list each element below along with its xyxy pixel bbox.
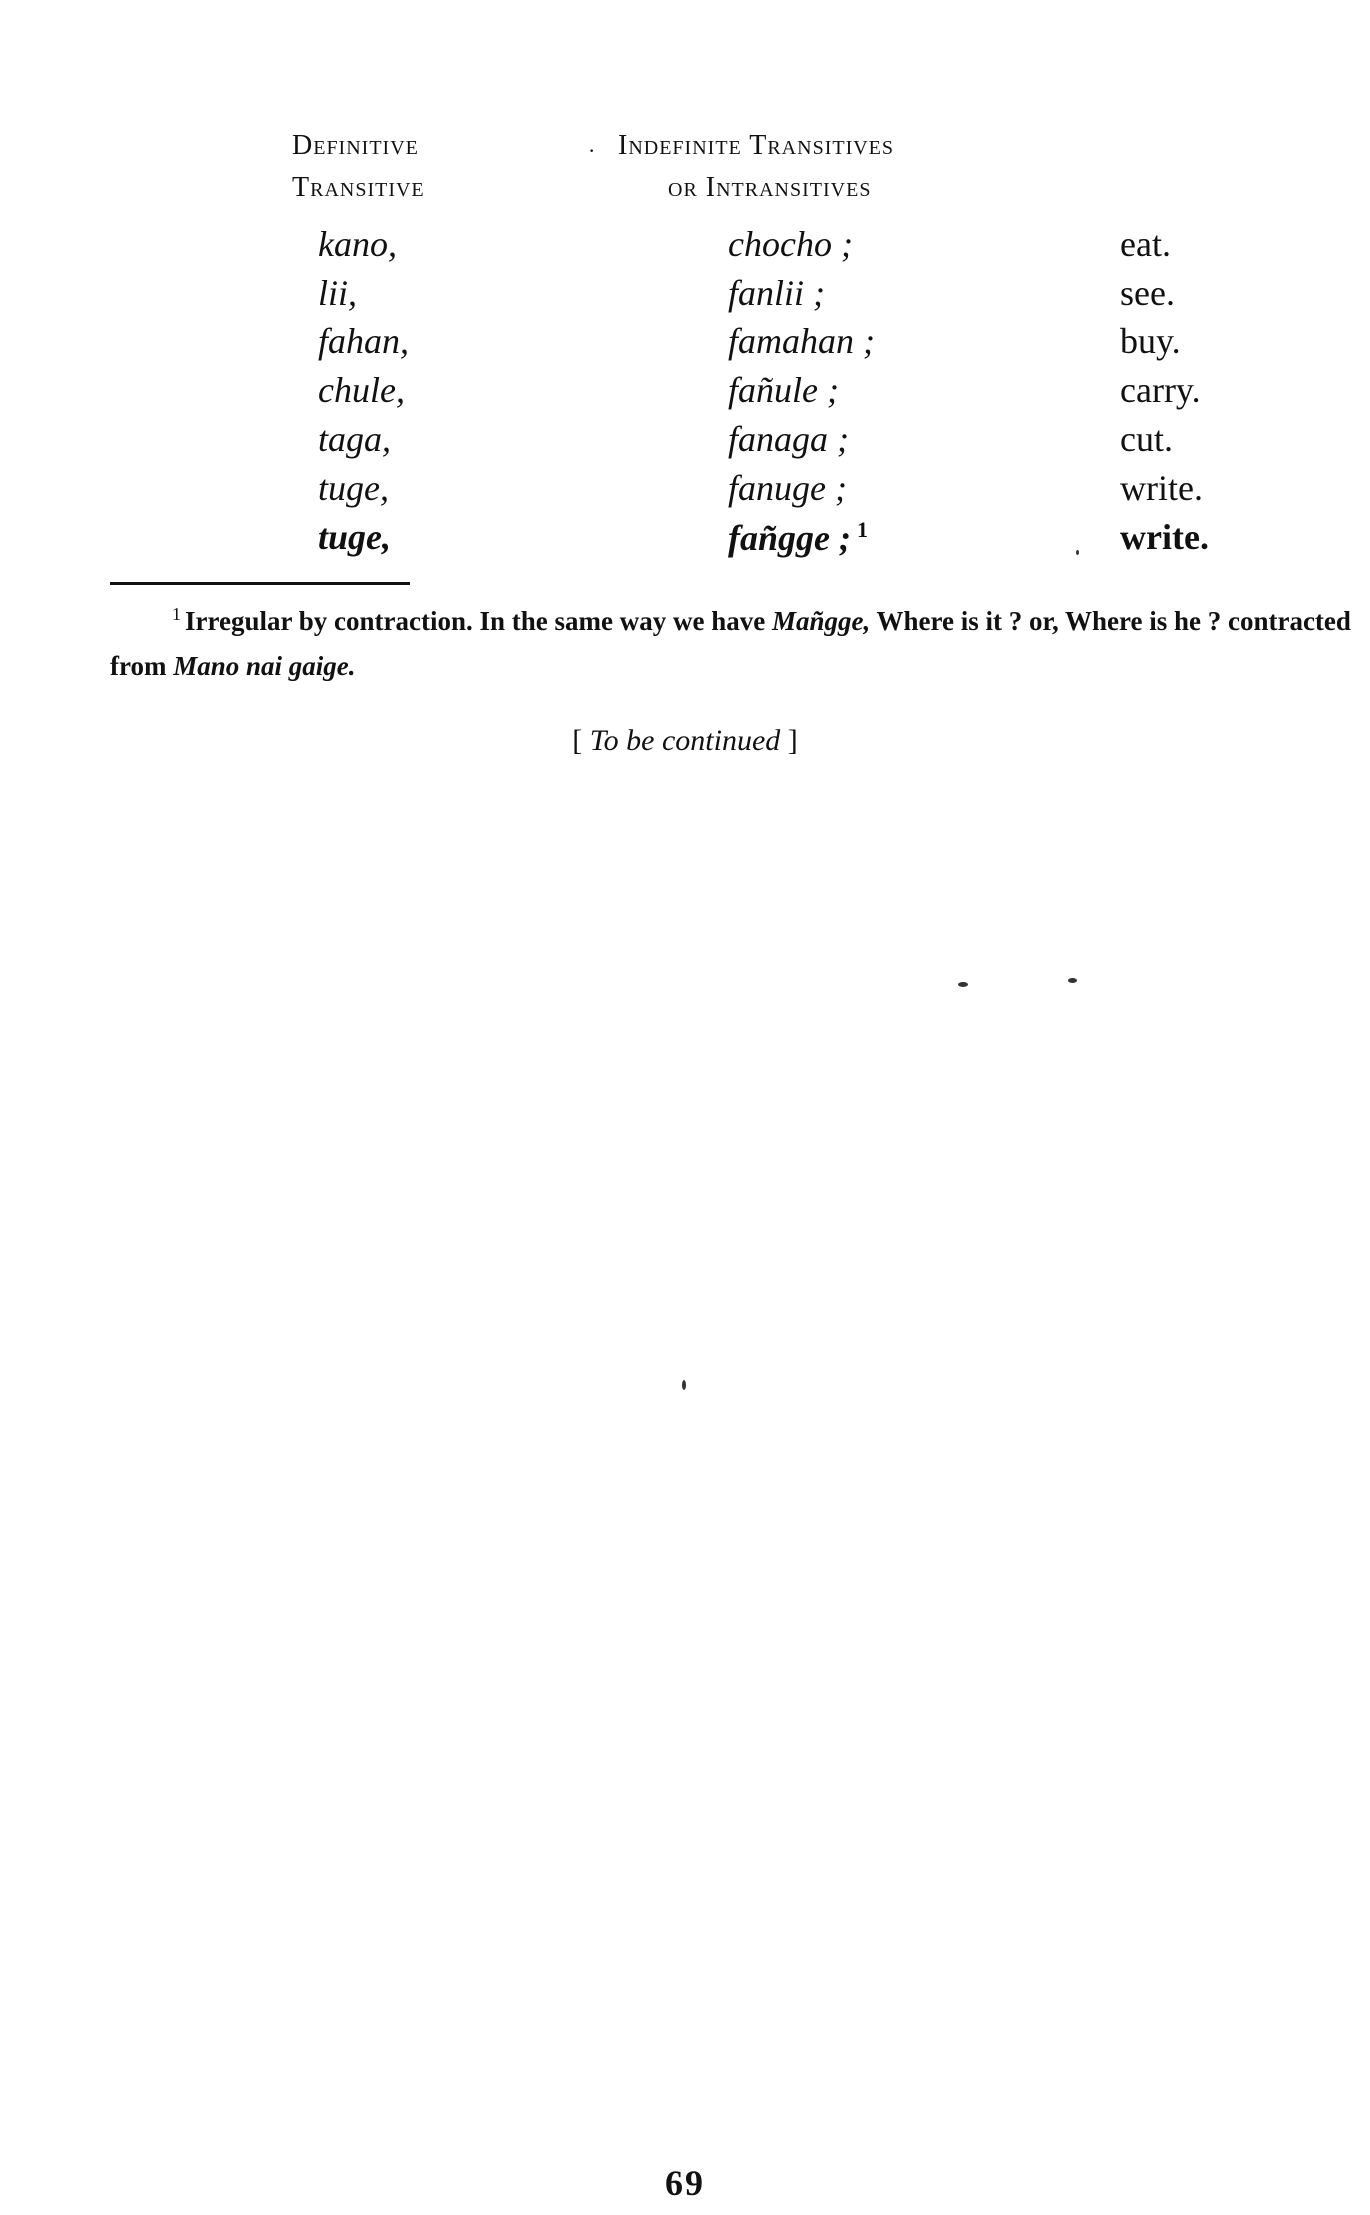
header-indefinite-line-1: Indefinite Transitives <box>618 130 895 161</box>
indefinite-form-text: famahan ; <box>728 321 875 361</box>
english-meaning: buy. <box>1120 321 1181 361</box>
english-meaning: carry. <box>1120 370 1201 410</box>
footnote-italic-1: Mañgge, <box>771 606 871 636</box>
table-row <box>0 421 1370 469</box>
table-row <box>0 323 1370 371</box>
indefinite-form <box>728 470 847 506</box>
indefinite-form-text: fanlii ; <box>728 273 825 313</box>
indefinite-form <box>728 323 875 359</box>
scan-speck <box>958 982 968 987</box>
scan-speck <box>682 1380 686 1390</box>
indefinite-form-text: fañule ; <box>728 370 839 410</box>
footnote-text-1: Irregular by contraction. In the same way we have <box>185 606 772 636</box>
english-meaning: see. <box>1120 273 1175 313</box>
footnote <box>110 592 1355 689</box>
definitive-form: fahan, <box>318 321 410 361</box>
indefinite-form <box>728 519 868 556</box>
footnote-text-2: Where is it ? or, Where is he ? contracted from <box>110 606 1351 681</box>
indefinite-form-text: fanuge ; <box>728 468 847 508</box>
header-indefinite-line-2: or Intransitives <box>668 172 872 203</box>
indefinite-form <box>728 226 853 262</box>
definitive-form: lii, <box>318 273 358 313</box>
definitive-form: kano, <box>318 224 397 264</box>
footnote-italic-2: Mano nai gaige. <box>173 651 356 681</box>
english-meaning: cut. <box>1120 419 1173 459</box>
bullet-mark: · <box>588 138 596 163</box>
table-row <box>0 372 1370 420</box>
english-meaning: write. <box>1120 517 1209 557</box>
continued-close-bracket: ] <box>780 724 798 757</box>
indefinite-form-text: fañgge ; <box>728 518 851 558</box>
page-number: 69 <box>665 2163 705 2203</box>
indefinite-form <box>728 275 825 311</box>
table-row <box>0 470 1370 518</box>
footnote-reference: 1 <box>856 517 868 542</box>
indefinite-form <box>728 372 839 408</box>
english-meaning: eat. <box>1120 224 1171 264</box>
definitive-form: tuge, <box>318 468 389 508</box>
indefinite-form-text: fanaga ; <box>728 419 849 459</box>
scan-speck <box>1076 550 1079 555</box>
table-row <box>0 275 1370 323</box>
english-meaning: write. <box>1120 468 1203 508</box>
table-row <box>0 226 1370 274</box>
definitive-form: tuge, <box>318 517 392 557</box>
definitive-form: taga, <box>318 419 392 459</box>
footnote-mark: 1 <box>172 604 181 624</box>
header-definitive-line-2: Transitive <box>292 172 425 203</box>
indefinite-form <box>728 421 849 457</box>
scan-speck <box>1068 978 1077 983</box>
to-be-continued <box>0 724 1370 758</box>
continued-open-bracket: [ <box>572 724 590 757</box>
indefinite-form-text: chocho ; <box>728 224 853 264</box>
definitive-form: chule, <box>318 370 405 410</box>
table-row <box>0 519 1370 567</box>
footnote-rule <box>110 582 410 585</box>
header-definitive-line-1: Definitive <box>292 130 419 161</box>
continued-text: To be continued <box>589 724 781 757</box>
